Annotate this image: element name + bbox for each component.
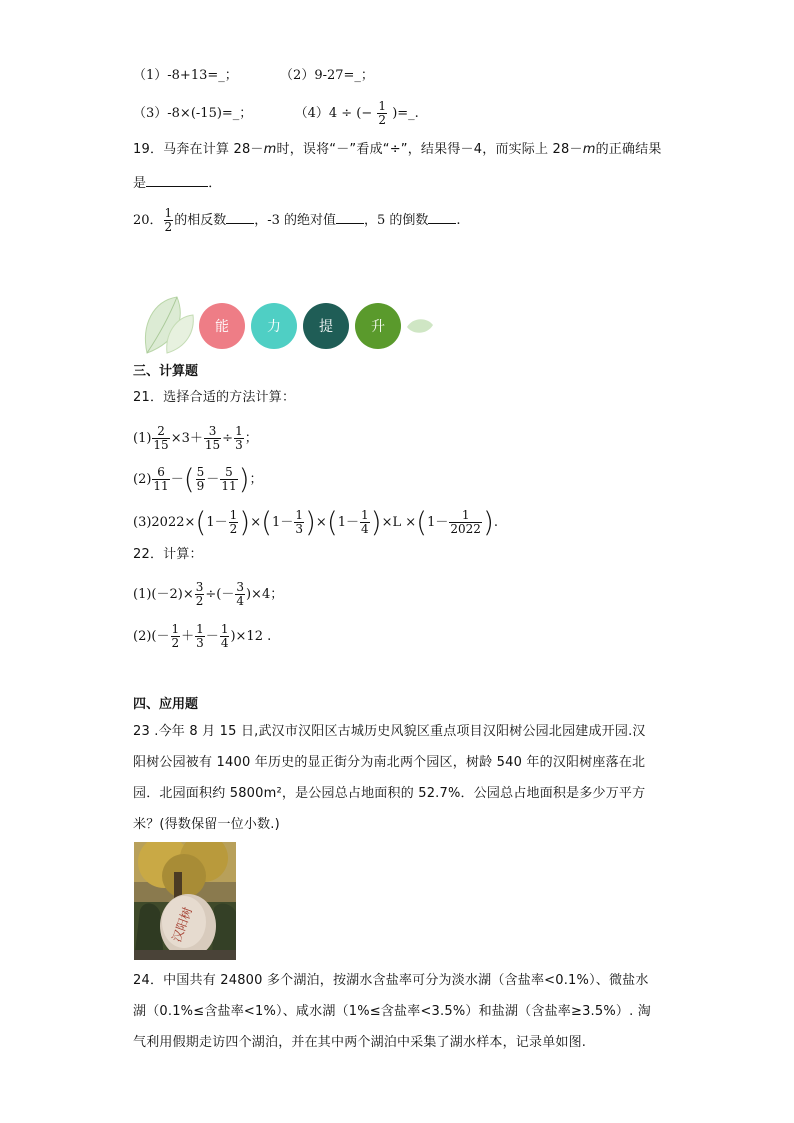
banner-char-neng: 能: [199, 303, 245, 349]
banner-char-ti: 提: [303, 303, 349, 349]
small-leaf-icon: [405, 317, 435, 337]
q22-title: 22．计算：: [133, 547, 203, 562]
q18-fraction: $\frac{1}{2}$: [378, 99, 387, 127]
q21-2: (2) $\frac{6}{11}$ －( $\frac{5}{9}$ － $\frac{5}{11}$ )；: [133, 462, 263, 496]
q18-part1: （1）-8+13=_；: [133, 68, 238, 83]
q19-line1: 19．马奔在计算 28－m时，误将“－”看成“÷”，结果得－4，而实际上 28－m的正确结果: [133, 142, 662, 157]
q22-2: (2)(－ $\frac{1}{2}$ ＋ $\frac{1}{3}$ － $\frac{1}{4}$ )×12 .: [133, 622, 272, 650]
answer-blank[interactable]: [226, 209, 254, 224]
answer-blank[interactable]: [336, 209, 364, 224]
q18-row2: [133, 100, 419, 127]
q21-title: 21．选择合适的方法计算：: [133, 390, 296, 405]
q18-part3: （3）-8×(-15)=_；: [133, 106, 253, 121]
q20-line: 20． $\frac{1}{2}$ 的相反数 ，-3 的绝对值 ，5 的倒数 .: [133, 206, 461, 234]
svg-text:汉阳树: 汉阳树: [169, 905, 195, 944]
q21-1: (1) $\frac{2}{15}$ ×3＋ $\frac{3}{15}$ ÷ $\frac{1}{3}$ ；: [133, 424, 258, 452]
banner-char-sheng: 升: [355, 303, 401, 349]
q23-line3: 园．北园面积约 5800m²，是公园总占地面积的 52.7%．公园总占地面积是多少万平方: [133, 786, 646, 801]
q18-part2: （2）9-27=_；: [280, 68, 374, 83]
q23-line2: 阳树公园被有 1400 年历史的显正街分为南北两个园区，树龄 540 年的汉阳树座落在北: [133, 755, 646, 770]
section3-title: 三、计算题: [133, 364, 199, 379]
banner-char-li: 力: [251, 303, 297, 349]
ability-banner: [145, 295, 435, 355]
q23-line1: 23 .今年 8 月 15 日,武汉市汉阳区古城历史风貌区重点项目汉阳树公园北园建成开园.汉: [133, 724, 646, 739]
answer-blank[interactable]: [146, 172, 208, 187]
answer-blank[interactable]: [428, 209, 456, 224]
q21-3: (3)2022×(1－ $\frac{1}{2}$ )×(1－ $\frac{1}{3}$ )×(1－ $\frac{1}{4}$ )×L ×(1－ $\frac{1}{2022}$ ).: [133, 505, 499, 539]
q18-row1: [133, 66, 374, 86]
q18-part4-pre: （4）4 ÷ (−: [294, 106, 373, 121]
q24-line1: 24．中国共有 24800 多个湖泊，按湖水含盐率可分为淡水湖（含盐率<0.1%）、微盐水: [133, 973, 649, 988]
q22-1: (1)(－2)× $\frac{3}{2}$ ÷(－ $\frac{3}{4}$ )×4；: [133, 580, 284, 608]
leaf-decoration-icon: [139, 295, 199, 355]
hanyang-tree-photo: [134, 842, 236, 960]
q19-line2: 是 ．: [133, 172, 221, 194]
q24-line2: 湖（0.1%≤含盐率<1%）、咸水湖（1%≤含盐率<3.5%）和盐湖（含盐率≥3.5%）. 淘: [133, 1004, 651, 1019]
q18-part4-post: )=_.: [392, 106, 419, 121]
q23-line4: 米？(得数保留一位小数.): [133, 817, 280, 832]
section4-title: 四、应用题: [133, 697, 199, 712]
q24-line3: 气利用假期走访四个湖泊，并在其中两个湖泊中采集了湖水样本，记录单如图.: [133, 1035, 587, 1050]
